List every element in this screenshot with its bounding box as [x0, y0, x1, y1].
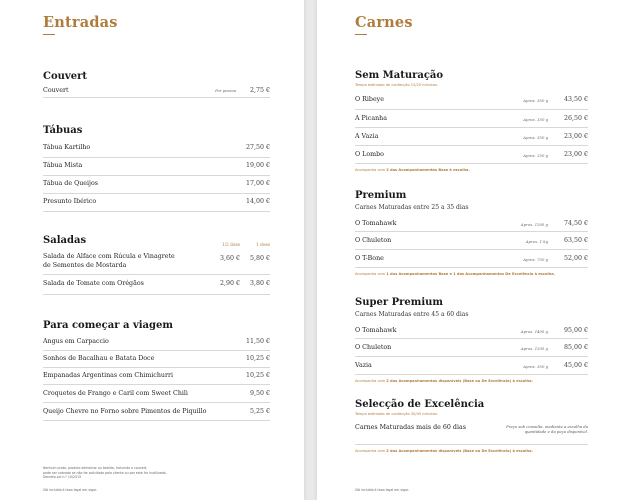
price-note [506, 424, 588, 434]
item-name: Angus em Carpaccio [43, 338, 109, 345]
column-header-half: 1/2 dose [222, 242, 240, 247]
menu-row [355, 357, 588, 375]
menu-row [355, 232, 588, 250]
section-title-entradas: Entradas [43, 14, 118, 31]
item-unit: Por pessoa [215, 88, 236, 93]
menu-row [43, 194, 270, 212]
item-weight: Aprox. 350 g [523, 117, 548, 122]
item-price: 14,00 € [245, 198, 270, 205]
group-heading: Premium [355, 190, 407, 201]
menu-row [355, 422, 588, 445]
item-price: 27,50 € [245, 144, 270, 151]
item-weight: Aprox. 350 g [523, 98, 548, 103]
group-super-premium [355, 297, 588, 383]
footnote-vat: IVA incluído à taxa legal em vigor. [43, 488, 98, 492]
item-weight: Aprox. 350 g [523, 135, 548, 140]
group-premium [355, 190, 588, 276]
menu-row [43, 251, 270, 275]
section-title-carnes: Carnes [355, 14, 413, 31]
footnote-line: pode ser cobrado se não for solicitado pelo cliente ou por este for inutilizado. [43, 470, 167, 475]
menu-row [355, 216, 588, 232]
item-price: 85,00 € [563, 344, 588, 351]
side-dish-note: Acompanha com 2 dos Acompanhamentos disponíveis (Base ou De Excelência) à escolha. [355, 449, 533, 453]
group-sem-maturacao [355, 70, 588, 172]
item-price: 74,50 € [563, 220, 588, 227]
group-subtitle: Tempo estimado de confecção 15/25 minutos. [355, 83, 438, 87]
group-seleccao-excelencia [355, 399, 588, 453]
item-name: O Tomahawk [355, 327, 397, 334]
item-name: A Vazia [355, 133, 379, 140]
item-name: Presunto Ibérico [43, 198, 97, 205]
item-price: 95,00 € [563, 327, 588, 334]
item-price: 19,00 € [245, 162, 270, 169]
item-price-half: 2,90 € [219, 280, 240, 287]
item-name: Couvert [43, 87, 69, 94]
item-price-full: 5,80 € [249, 255, 270, 262]
item-name: Tábua de Queijos [43, 180, 98, 187]
item-name: Tábua Kartilho [43, 144, 91, 151]
item-price: 23,00 € [563, 133, 588, 140]
item-name: O Chuleton [355, 344, 392, 351]
menu-row [43, 351, 270, 368]
footnote-legal [43, 466, 167, 480]
item-price: 9,50 € [249, 390, 270, 397]
side-dish-note: Acompanha com 2 dos Acompanhamentos disponíveis (Base ou De Excelência) à escolha. [355, 379, 533, 383]
menu-row [43, 368, 270, 385]
group-heading: Tábuas [43, 125, 83, 136]
group-viagem [43, 320, 270, 421]
side-dish-note: Acompanha com 1 dos Acompanhamentos Base e 1 dos Acompanhamentos De Excelência à escolha. [355, 272, 556, 276]
item-name: Vazia [355, 362, 372, 369]
price-note-line: quantidade e da peça disponível. [524, 429, 588, 434]
group-couvert [43, 71, 270, 98]
menu-row [43, 385, 270, 403]
item-name: O Ribeye [355, 96, 384, 103]
item-name: A Picanha [355, 115, 387, 122]
item-price-full: 3,80 € [249, 280, 270, 287]
item-price: 5,25 € [249, 408, 270, 415]
item-name: O Chuleton [355, 237, 392, 244]
menu-row [355, 110, 588, 128]
menu-row [43, 403, 270, 421]
menu-row [43, 275, 270, 295]
right-page [317, 0, 621, 500]
item-name: Salada de Alface com Rúcula e Vinagrete [43, 253, 175, 260]
menu-row [355, 128, 588, 146]
item-price: 26,50 € [563, 115, 588, 122]
item-price: 10,25 € [245, 372, 270, 379]
menu-row [43, 141, 270, 158]
item-price: 10,25 € [245, 355, 270, 362]
item-price: 63,50 € [563, 237, 588, 244]
group-heading: Saladas [43, 235, 87, 246]
group-note: Carnes Maturadas entre 45 a 60 dias [355, 311, 469, 318]
group-saladas [43, 235, 270, 295]
item-name: Croquetes de Frango e Caril com Sweet Chili [43, 390, 188, 397]
menu-row [43, 336, 270, 351]
item-price: 43,50 € [563, 96, 588, 103]
item-weight: Aprox. 250 g [523, 153, 548, 158]
item-name: Tábua Mista [43, 162, 83, 169]
group-heading: Para começar a viagem [43, 320, 173, 331]
section-rule [355, 34, 367, 35]
group-heading: Selecção de Excelência [355, 399, 485, 410]
item-name: O T-Bone [355, 255, 384, 262]
footnote-line: Nenhum prato, produto alimentar ou bebida, incluindo o couvert, [43, 466, 148, 470]
item-name: O Lombo [355, 151, 384, 158]
group-subtitle: Tempo estimado de confecção 30/45 minutos. [355, 412, 438, 416]
menu-row [43, 158, 270, 176]
item-price: 45,00 € [563, 362, 588, 369]
item-name: Carnes Maturadas mais de 60 dias [355, 424, 466, 431]
item-name: Sonhos de Bacalhau e Batata Doce [43, 355, 155, 362]
footnote-line: Decreto-Lei n.º 10/2015 [43, 475, 82, 480]
left-page [0, 0, 304, 500]
group-heading: Sem Maturação [355, 70, 444, 81]
price-note-line: Preço sob consulta, mediante a escolha da [506, 424, 588, 429]
menu-row [43, 176, 270, 194]
menu-row [355, 323, 588, 339]
item-name-line2: de Sementes de Mostarda [43, 262, 127, 269]
item-price: 11,50 € [245, 338, 270, 345]
item-weight: Aprox. 750 g [523, 257, 548, 262]
item-weight: Aprox. 1 kg [525, 239, 548, 244]
column-header-full: 1 dose [256, 242, 270, 247]
group-heading: Couvert [43, 71, 87, 82]
item-price: 2,75 € [249, 87, 270, 94]
item-name: O Tomahawk [355, 220, 397, 227]
side-dish-note: Acompanha com 2 das Acompanhamentos Base à escolha. [355, 168, 470, 172]
menu-row [355, 250, 588, 268]
item-name: Empanadas Argentinas com Chimichurri [43, 372, 173, 379]
item-weight: Aprox. 350 g [523, 364, 548, 369]
item-weight: Aprox. 1200 g [520, 222, 548, 227]
item-weight: Aprox. 1200 g [520, 346, 548, 351]
item-weight: Aprox. 1400 g [520, 329, 548, 334]
group-tabuas [43, 125, 270, 212]
footnote-vat: IVA incluído à taxa legal em vigor. [355, 488, 410, 492]
item-name: Salada de Tomate com Orégãos [43, 280, 144, 287]
item-price-half: 3,60 € [219, 255, 240, 262]
item-name: Queijo Chevre no Forno sobre Pimentos de Piquillo [43, 408, 207, 415]
menu-row [43, 87, 270, 98]
group-note: Carnes Maturadas entre 25 a 35 dias [355, 204, 469, 211]
group-heading: Super Premium [355, 297, 443, 308]
item-price: 23,00 € [563, 151, 588, 158]
item-price: 52,00 € [563, 255, 588, 262]
item-price: 17,00 € [245, 180, 270, 187]
menu-row [355, 146, 588, 164]
section-rule [43, 34, 55, 35]
menu-row [355, 93, 588, 110]
menu-row [355, 339, 588, 357]
